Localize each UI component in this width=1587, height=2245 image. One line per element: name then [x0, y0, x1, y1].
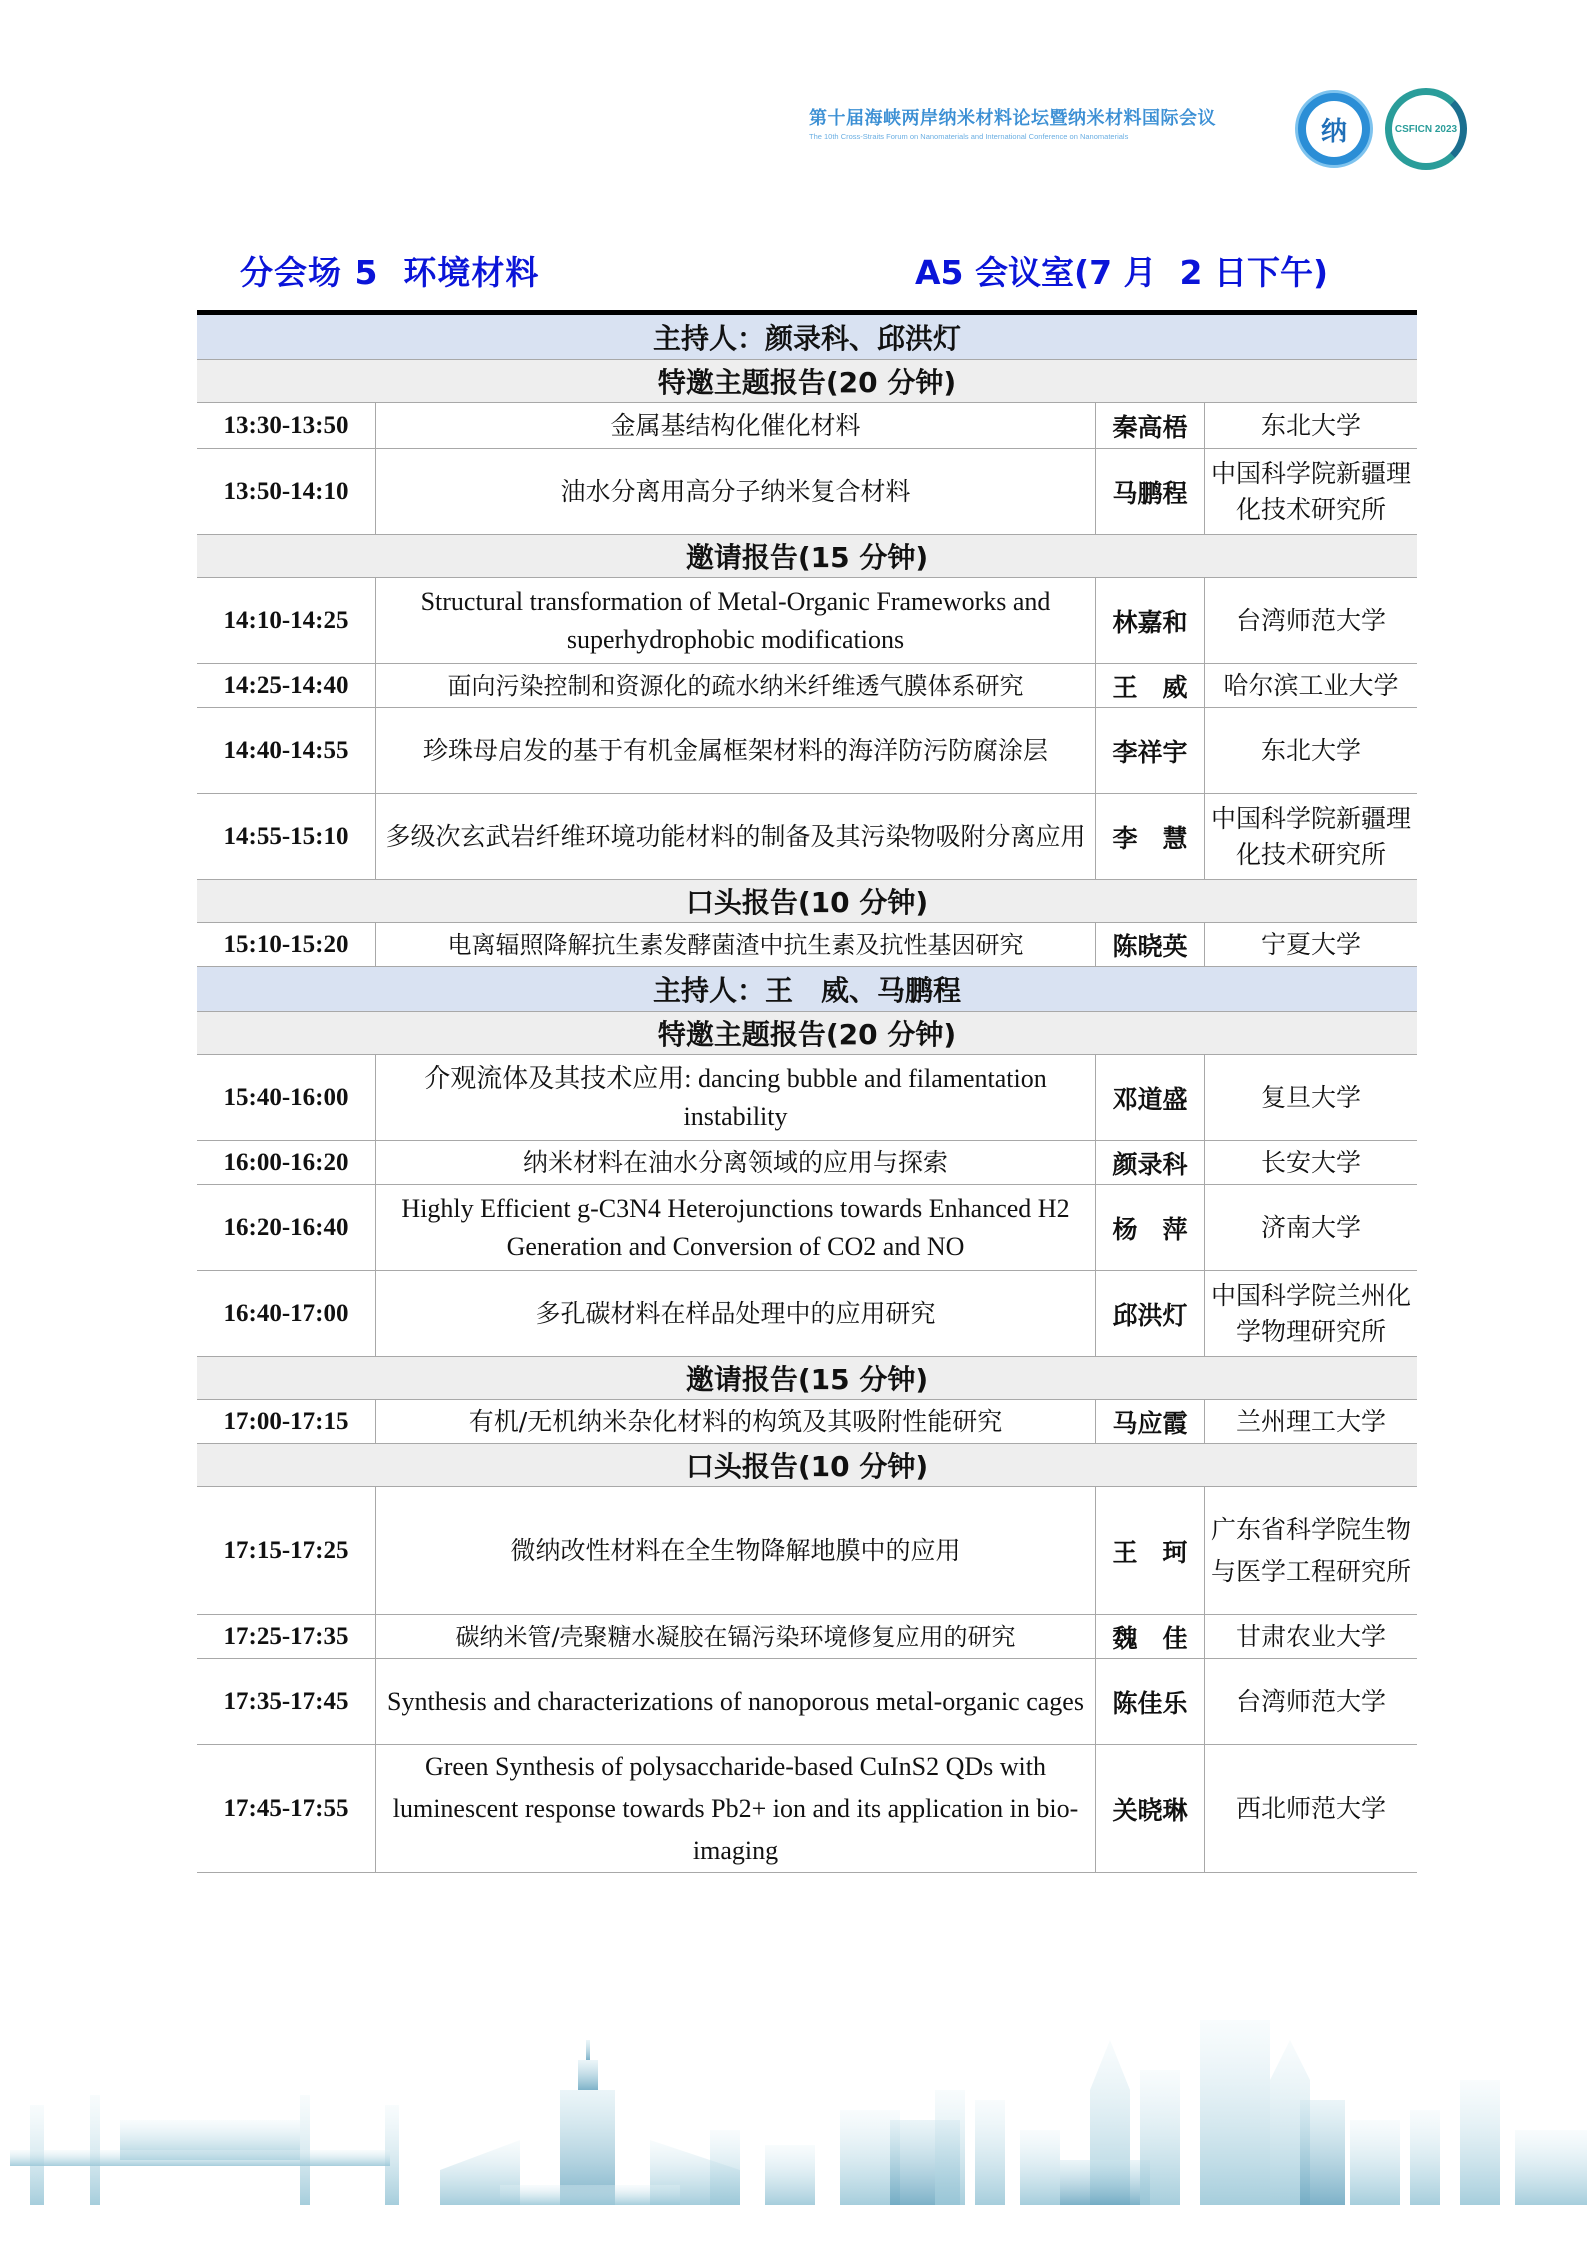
talk-speaker: 陈佳乐: [1096, 1659, 1205, 1745]
talk-affiliation: 济南大学: [1205, 1185, 1418, 1271]
host-row: 主持人：王 威、马鹏程: [197, 967, 1417, 1012]
category-row: 特邀主题报告(20 分钟): [197, 360, 1417, 403]
category-row: 口头报告(10 分钟): [197, 880, 1417, 923]
talk-affiliation: 长安大学: [1205, 1141, 1418, 1185]
talk-time: 17:45-17:55: [197, 1745, 376, 1873]
talk-speaker: 魏 佳: [1096, 1615, 1205, 1659]
talk-time: 16:00-16:20: [197, 1141, 376, 1185]
talk-speaker: 王 威: [1096, 664, 1205, 708]
talk-row: [197, 578, 1417, 664]
society-logo-icon: 纳: [1295, 90, 1373, 168]
talk-time: 17:25-17:35: [197, 1615, 376, 1659]
schedule-table: [197, 310, 1417, 1873]
talk-affiliation: 台湾师范大学: [1205, 1659, 1418, 1745]
talk-time: 13:50-14:10: [197, 449, 376, 535]
talk-affiliation: 东北大学: [1205, 403, 1418, 449]
talk-time: 14:10-14:25: [197, 578, 376, 664]
talk-row: [197, 794, 1417, 880]
talk-speaker: 邱洪灯: [1096, 1271, 1205, 1357]
csficn-logo-icon: CSFICN 2023: [1385, 88, 1467, 170]
talk-speaker: 马应霞: [1096, 1400, 1205, 1444]
talk-row: [197, 403, 1417, 449]
talk-title: 纳米材料在油水分离领域的应用与探索: [376, 1141, 1096, 1185]
talk-row: [197, 1745, 1417, 1873]
talk-affiliation: 中国科学院兰州化学物理研究所: [1205, 1271, 1418, 1357]
talk-time: 14:40-14:55: [197, 708, 376, 794]
talk-time: 13:30-13:50: [197, 403, 376, 449]
talk-affiliation: 复旦大学: [1205, 1055, 1418, 1141]
talk-title: 面向污染控制和资源化的疏水纳米纤维透气膜体系研究: [376, 664, 1096, 708]
talk-title: 油水分离用高分子纳米复合材料: [376, 449, 1096, 535]
talk-speaker: 李 慧: [1096, 794, 1205, 880]
conference-title-cn: 第十届海峡两岸纳米材料论坛暨纳米材料国际会议: [809, 108, 1216, 129]
talk-title: 珍珠母启发的基于有机金属框架材料的海洋防污防腐涂层: [376, 708, 1096, 794]
talk-affiliation: 东北大学: [1205, 708, 1418, 794]
talk-speaker: 林嘉和: [1096, 578, 1205, 664]
talk-time: 14:25-14:40: [197, 664, 376, 708]
talk-title: 碳纳米管/壳聚糖水凝胶在镉污染环境修复应用的研究: [376, 1615, 1096, 1659]
talk-affiliation: 西北师范大学: [1205, 1745, 1418, 1873]
talk-row: [197, 1055, 1417, 1141]
talk-time: 15:10-15:20: [197, 923, 376, 967]
talk-speaker: 秦高梧: [1096, 403, 1205, 449]
talk-affiliation: 中国科学院新疆理化技术研究所: [1205, 449, 1418, 535]
talk-time: 17:00-17:15: [197, 1400, 376, 1444]
room-and-date: A5 会议室(7 月 2 日下午): [915, 253, 1329, 292]
talk-row: [197, 1141, 1417, 1185]
talk-title: 有机/无机纳米杂化材料的构筑及其吸附性能研究: [376, 1400, 1096, 1444]
talk-time: 15:40-16:00: [197, 1055, 376, 1141]
talk-affiliation: 广东省科学院生物与医学工程研究所: [1205, 1487, 1418, 1615]
talk-row: [197, 1615, 1417, 1659]
talk-affiliation: 甘肃农业大学: [1205, 1615, 1418, 1659]
talk-title: Synthesis and characterizations of nanoporous metal-organic cages: [376, 1659, 1096, 1745]
category-row: 邀请报告(15 分钟): [197, 535, 1417, 578]
conference-title-en: The 10th Cross-Straits Forum on Nanomaterials and International Conference on Nanomaterials: [809, 132, 1129, 141]
talk-speaker: 邓道盛: [1096, 1055, 1205, 1141]
talk-title: 介观流体及其技术应用: dancing bubble and filamentation instability: [376, 1055, 1096, 1141]
category-row: 邀请报告(15 分钟): [197, 1357, 1417, 1400]
category-row: 口头报告(10 分钟): [197, 1444, 1417, 1487]
talk-affiliation: 哈尔滨工业大学: [1205, 664, 1418, 708]
talk-row: [197, 449, 1417, 535]
talk-affiliation: 兰州理工大学: [1205, 1400, 1418, 1444]
talk-row: [197, 1659, 1417, 1745]
talk-row: [197, 1271, 1417, 1357]
talk-affiliation: 宁夏大学: [1205, 923, 1418, 967]
talk-title: 多级次玄武岩纤维环境功能材料的制备及其污染物吸附分离应用: [376, 794, 1096, 880]
talk-title: Highly Efficient g-C3N4 Heterojunctions towards Enhanced H2 Generation and Conversion of CO2 and NO: [376, 1185, 1096, 1271]
talk-time: 14:55-15:10: [197, 794, 376, 880]
talk-affiliation: 台湾师范大学: [1205, 578, 1418, 664]
talk-row: [197, 1487, 1417, 1615]
talk-row: [197, 1185, 1417, 1271]
talk-time: 16:40-17:00: [197, 1271, 376, 1357]
talk-time: 17:35-17:45: [197, 1659, 376, 1745]
category-row: 特邀主题报告(20 分钟): [197, 1012, 1417, 1055]
talk-speaker: 马鹏程: [1096, 449, 1205, 535]
talk-row: [197, 1400, 1417, 1444]
session-title: 分会场 5 环境材料: [240, 253, 540, 292]
conference-banner: [805, 90, 1505, 170]
host-row: 主持人：颜录科、邱洪灯: [197, 313, 1417, 360]
talk-speaker: 陈晓英: [1096, 923, 1205, 967]
talk-row: [197, 923, 1417, 967]
talk-row: [197, 664, 1417, 708]
talk-title: Structural transformation of Metal-Organic Frameworks and superhydrophobic modifications: [376, 578, 1096, 664]
talk-row: [197, 708, 1417, 794]
talk-speaker: 颜录科: [1096, 1141, 1205, 1185]
talk-speaker: 杨 萍: [1096, 1185, 1205, 1271]
talk-speaker: 李祥宇: [1096, 708, 1205, 794]
talk-affiliation: 中国科学院新疆理化技术研究所: [1205, 794, 1418, 880]
talk-speaker: 王 珂: [1096, 1487, 1205, 1615]
talk-title: 电离辐照降解抗生素发酵菌渣中抗生素及抗性基因研究: [376, 923, 1096, 967]
talk-title: Green Synthesis of polysaccharide-based CuInS2 QDs with luminescent response towards Pb2+ ion and its application in bio-imaging: [376, 1745, 1096, 1873]
talk-title: 多孔碳材料在样品处理中的应用研究: [376, 1271, 1096, 1357]
talk-speaker: 关晓琳: [1096, 1745, 1205, 1873]
talk-title: 微纳改性材料在全生物降解地膜中的应用: [376, 1487, 1096, 1615]
talk-title: 金属基结构化催化材料: [376, 403, 1096, 449]
talk-time: 16:20-16:40: [197, 1185, 376, 1271]
talk-time: 17:15-17:25: [197, 1487, 376, 1615]
city-skyline-illustration: [0, 2020, 1587, 2225]
